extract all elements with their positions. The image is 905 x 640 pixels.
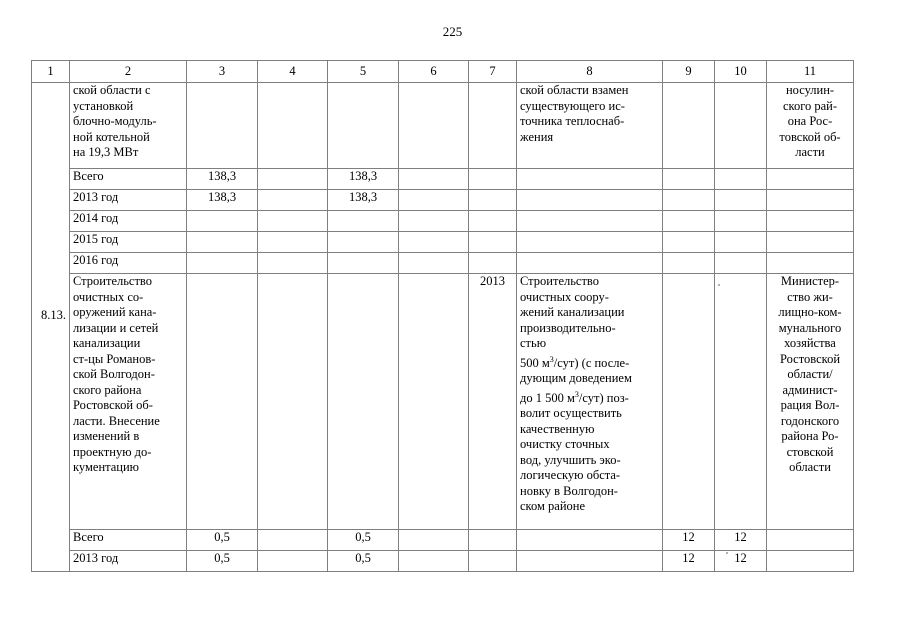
funding-row	[32, 190, 854, 211]
cell	[399, 83, 469, 169]
cell	[663, 190, 715, 211]
cell	[258, 169, 328, 190]
amount-total: 0,5	[187, 551, 258, 572]
cell	[328, 253, 399, 274]
text-line: жения	[520, 129, 554, 144]
cell	[399, 169, 469, 190]
cell	[767, 530, 854, 551]
indicator-value: 12	[663, 530, 715, 551]
text-line: канализации	[73, 336, 141, 350]
capacity-value: 500 м	[520, 355, 550, 370]
text-line: точника теплоснаб-	[520, 114, 625, 128]
text-line: годонского	[780, 413, 840, 428]
cell	[469, 551, 517, 572]
text-line: лизации и сетей	[73, 320, 159, 335]
amount-total: 0,5	[187, 530, 258, 551]
text-line: очистных со-	[73, 289, 144, 304]
amount-regional: 138,3	[328, 169, 399, 190]
cell	[469, 190, 517, 211]
cell	[663, 211, 715, 232]
text-line	[520, 352, 659, 372]
indicator-value: 12	[715, 530, 767, 551]
period-label: 2014 год	[70, 211, 187, 232]
cell	[187, 274, 258, 530]
cell	[663, 274, 715, 530]
responsible-cell	[767, 274, 854, 530]
text-line: носулин-	[785, 83, 835, 97]
project-desc-row	[32, 274, 854, 530]
project-result-cell	[517, 274, 663, 530]
cell	[517, 169, 663, 190]
text-line: дующим доведением	[520, 371, 632, 386]
text-line: ском районе	[520, 499, 586, 514]
text-line: ной котельной	[73, 129, 150, 144]
text-line: Ростовской	[779, 351, 841, 366]
cell	[258, 274, 328, 530]
text-line: ст-цы Романов-	[73, 351, 156, 366]
header-cell: 11	[767, 61, 854, 83]
indicator-value: 12	[715, 551, 767, 572]
project-name-cell	[70, 83, 187, 169]
period-label: Всего	[70, 169, 187, 190]
cell	[469, 83, 517, 169]
text-line: Ростовской об-	[73, 398, 153, 412]
page-number: 225	[442, 24, 463, 39]
text-line: она Рос-	[787, 114, 833, 128]
cell	[258, 83, 328, 169]
cell	[517, 190, 663, 211]
text-line: оружений кана-	[73, 305, 157, 319]
period-label: Всего	[70, 530, 187, 551]
header-cell: 2	[70, 61, 187, 83]
cell	[767, 551, 854, 572]
header-cell: 7	[469, 61, 517, 83]
amount-regional: 0,5	[328, 551, 399, 572]
cell	[663, 232, 715, 253]
year-cell	[469, 274, 517, 530]
header-cell: 3	[187, 61, 258, 83]
funding-row	[32, 211, 854, 232]
header-cell: 8	[517, 61, 663, 83]
cell	[258, 253, 328, 274]
text-line: кументацию	[73, 460, 140, 474]
superscript: 3	[549, 354, 554, 364]
cell	[187, 232, 258, 253]
cell	[767, 253, 854, 274]
cell	[469, 530, 517, 551]
funding-row	[32, 551, 854, 572]
cell	[469, 211, 517, 232]
text-line: вод, улучшить эко-	[520, 452, 621, 467]
text-line: проектную до-	[73, 444, 152, 459]
cell	[328, 274, 399, 530]
text-line: области	[789, 460, 831, 474]
cell	[469, 169, 517, 190]
project-desc-row	[32, 83, 854, 169]
cell	[715, 232, 767, 253]
period-label: 2013 год	[70, 551, 187, 572]
project-result-cell	[517, 83, 663, 169]
header-cell: 9	[663, 61, 715, 83]
funding-row	[32, 530, 854, 551]
cell	[399, 211, 469, 232]
text-line: ской Волгодон-	[73, 367, 155, 381]
cell	[187, 211, 258, 232]
responsible-cell	[767, 83, 854, 169]
amount-regional: 0,5	[328, 530, 399, 551]
text-line: админист-	[782, 382, 838, 397]
text-line: новку в Волгодон-	[520, 483, 618, 498]
funding-row	[32, 253, 854, 274]
text-line: мунального	[778, 320, 842, 335]
text-line: Строительство	[520, 274, 600, 288]
cell	[767, 232, 854, 253]
cell	[258, 530, 328, 551]
cell	[663, 83, 715, 169]
text-line: стовской	[786, 444, 834, 459]
text-line: ской области взамен	[520, 83, 629, 97]
cell	[328, 211, 399, 232]
cell	[258, 211, 328, 232]
cell	[715, 211, 767, 232]
text-fragment: /сут) (с после-	[553, 355, 630, 370]
cell	[328, 232, 399, 253]
cell	[715, 169, 767, 190]
project-name-cell	[70, 274, 187, 530]
cell	[517, 253, 663, 274]
text-line: качественную	[520, 421, 595, 436]
text-line: волит осуществить	[520, 406, 622, 421]
text-line: лищно-ком-	[778, 305, 842, 319]
text-line: блочно-модуль-	[73, 114, 157, 128]
header-cell: 5	[328, 61, 399, 83]
cell	[258, 190, 328, 211]
text-line: ласти. Внесение	[73, 413, 160, 428]
superscript: 3	[574, 389, 579, 399]
cell	[715, 83, 767, 169]
text-line: очистку сточных	[520, 437, 610, 452]
cell	[399, 190, 469, 211]
program-table	[31, 60, 854, 572]
text-line: очистных соору-	[520, 289, 609, 304]
cell	[663, 169, 715, 190]
funding-row	[32, 232, 854, 253]
text-line: ской области с	[73, 83, 151, 97]
header-cell: 10	[715, 61, 767, 83]
text-line: района Ро-	[781, 429, 839, 443]
amount-total: 138,3	[187, 169, 258, 190]
text-line: рация Вол-	[780, 398, 840, 412]
period-label: 2013 год	[70, 190, 187, 211]
cell	[715, 190, 767, 211]
header-cell: 4	[258, 61, 328, 83]
cell	[767, 211, 854, 232]
item-index: 8.13.	[41, 308, 66, 322]
cell	[517, 211, 663, 232]
text-line: Строительство	[73, 274, 153, 288]
period-label: 2016 год	[70, 253, 187, 274]
text-line: изменений в	[73, 429, 140, 443]
header-row	[32, 61, 854, 83]
header-cell: 1	[32, 61, 70, 83]
cell	[715, 274, 767, 530]
text-line: ство жи-	[787, 289, 833, 304]
cell	[469, 232, 517, 253]
amount-regional: 138,3	[328, 190, 399, 211]
text-line: товской об-	[779, 129, 841, 144]
text-fragment: /сут) поз-	[578, 390, 629, 405]
text-line: Министер-	[780, 274, 840, 288]
cell	[517, 530, 663, 551]
period-label: 2015 год	[70, 232, 187, 253]
text-line: области/	[787, 367, 833, 381]
start-year: 2013	[480, 274, 505, 288]
text-line: ского района	[73, 382, 142, 397]
cell	[399, 530, 469, 551]
text-line: существующего ис-	[520, 98, 625, 113]
cell	[399, 551, 469, 572]
cell	[187, 253, 258, 274]
cell	[258, 551, 328, 572]
text-line: стью	[520, 336, 547, 350]
text-line: на 19,3 МВт	[73, 145, 139, 159]
text-line: логическую обста-	[520, 468, 621, 483]
item-index-cell	[32, 83, 70, 572]
header-cell: 6	[399, 61, 469, 83]
text-line: хозяйства	[784, 336, 836, 350]
cell	[517, 232, 663, 253]
indicator-value: 12	[663, 551, 715, 572]
text-line: установкой	[73, 98, 134, 113]
cell	[469, 253, 517, 274]
cell	[715, 253, 767, 274]
cell	[767, 190, 854, 211]
cell	[767, 169, 854, 190]
cell	[517, 551, 663, 572]
cell	[258, 232, 328, 253]
cell	[399, 232, 469, 253]
cell	[399, 253, 469, 274]
funding-row	[32, 169, 854, 190]
text-line: ласти	[795, 145, 825, 159]
amount-total: 138,3	[187, 190, 258, 211]
text-line: производительно-	[520, 320, 616, 335]
cell	[328, 83, 399, 169]
cell	[663, 253, 715, 274]
capacity-value: до 1 500 м	[520, 390, 575, 405]
text-line	[520, 387, 659, 407]
text-line: ского рай-	[782, 98, 838, 113]
cell	[399, 274, 469, 530]
text-line: жений канализации	[520, 305, 625, 319]
cell	[187, 83, 258, 169]
